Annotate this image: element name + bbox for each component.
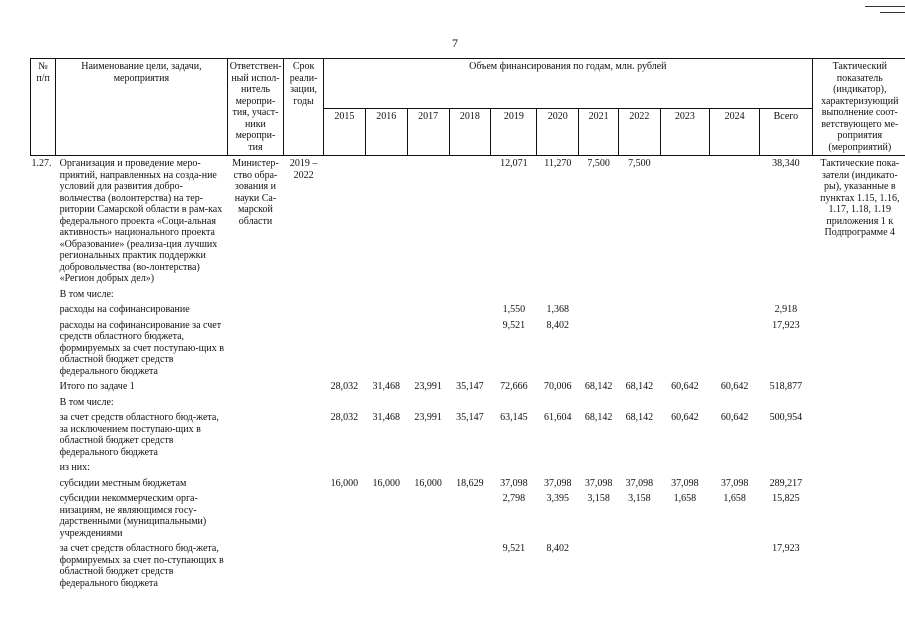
row-value: 11,270 [544, 158, 572, 169]
row-value [537, 395, 579, 411]
row-number [31, 318, 56, 380]
row-value [323, 287, 365, 303]
row-indicator [812, 491, 905, 541]
row-value [449, 318, 491, 380]
row-value: 31,468 [372, 381, 400, 392]
row-value [407, 302, 449, 318]
row-name: В том числе: [59, 288, 114, 300]
table-header-row [31, 59, 905, 109]
row-value [709, 395, 759, 411]
row-value [618, 318, 660, 380]
row-value: 16,000 [414, 477, 442, 489]
row-indicator: Тактические пока-затели (индикато-ры), указанные в пунктах 1.15, 1.16, 1.17, 1.18, 1.19 приложения 1 к Подпрограмме 4 [820, 158, 900, 238]
row-value: 289,217 [769, 477, 803, 489]
row-value [407, 318, 449, 380]
row-indicator [812, 318, 905, 380]
row-value: 500,954 [769, 412, 803, 423]
header-no: № п/п [31, 59, 56, 156]
row-value [491, 287, 537, 303]
row-value: 70,006 [544, 381, 572, 392]
row-term: 2019 – 2022 [289, 158, 318, 181]
row-value: 72,666 [500, 381, 528, 392]
row-value [323, 541, 365, 591]
row-value [449, 287, 491, 303]
row-value [618, 395, 660, 411]
row-term [284, 491, 324, 541]
row-value [618, 302, 660, 318]
row-indicator [812, 302, 905, 318]
row-value [618, 541, 660, 591]
row-number [31, 287, 56, 303]
row-responsible [227, 318, 284, 380]
row-responsible [227, 395, 284, 411]
header-year: 2020 [537, 108, 579, 155]
row-value [407, 287, 449, 303]
row-name: за счет средств областного бюд-жета, за исключением поступаю-щих в областной бюджет средств федерального бюджета [59, 412, 219, 458]
row-value [407, 395, 449, 411]
row-value [709, 287, 759, 303]
row-term [284, 541, 324, 591]
header-year: 2015 [323, 108, 365, 155]
row-value [760, 287, 812, 303]
row-value [449, 156, 491, 287]
header-year: 2021 [579, 108, 619, 155]
row-value: 16,000 [330, 477, 359, 489]
row-indicator [812, 287, 905, 303]
row-value [709, 460, 759, 476]
table-row [31, 318, 905, 380]
row-value [709, 541, 759, 591]
header-year: 2022 [618, 108, 660, 155]
row-value [491, 460, 537, 476]
row-value: 28,032 [330, 381, 359, 392]
header-year: 2019 [491, 108, 537, 155]
row-value [323, 491, 365, 541]
row-value [365, 156, 407, 287]
table-row [31, 476, 905, 492]
row-value: 23,991 [414, 412, 442, 423]
row-value: 68,142 [625, 381, 654, 392]
row-value: 23,991 [414, 381, 442, 392]
row-term [284, 287, 324, 303]
row-value [537, 460, 579, 476]
row-value: 7,500 [587, 158, 610, 169]
row-indicator [812, 379, 905, 395]
row-value [579, 395, 619, 411]
row-value [365, 395, 407, 411]
row-value: 60,642 [671, 381, 699, 392]
table-row [31, 156, 905, 287]
row-value [660, 318, 709, 380]
row-value [579, 541, 619, 591]
row-value [365, 541, 407, 591]
table-row [31, 460, 905, 476]
financing-table [30, 58, 905, 591]
row-value [491, 395, 537, 411]
row-value [365, 287, 407, 303]
row-number [31, 379, 56, 395]
table-body [31, 156, 905, 592]
row-number [31, 541, 56, 591]
row-value: 518,877 [769, 381, 803, 392]
row-value: 37,098 [544, 477, 572, 489]
row-responsible: Министер-ство обра-зования и науки Са-марской области [232, 158, 279, 227]
row-value: 1,368 [546, 304, 570, 315]
row-value [709, 156, 759, 287]
row-value: 63,145 [500, 412, 528, 423]
row-responsible [227, 287, 284, 303]
row-value [323, 395, 365, 411]
row-value [579, 302, 619, 318]
header-term: Срок реали-зации, годы [284, 59, 324, 156]
row-number [31, 491, 56, 541]
row-name: расходы на софинансирование за счет средств областного бюджета, формируемых за счет поступаю-щих в областной бюджет средств федерального бюджета [59, 319, 224, 377]
header-year: Всего [760, 108, 812, 155]
row-value: 15,825 [772, 493, 800, 504]
row-indicator [812, 460, 905, 476]
row-value [407, 460, 449, 476]
row-value [365, 302, 407, 318]
row-number [31, 460, 56, 476]
row-value: 8,402 [546, 319, 570, 331]
row-value [660, 460, 709, 476]
row-term [284, 410, 324, 460]
row-value [660, 395, 709, 411]
row-number [31, 410, 56, 460]
row-value: 61,604 [544, 412, 572, 423]
row-value [365, 491, 407, 541]
row-value: 68,142 [625, 412, 654, 423]
header-year: 2016 [365, 108, 407, 155]
row-term [284, 379, 324, 395]
row-responsible [227, 410, 284, 460]
row-responsible [227, 491, 284, 541]
page-number: 7 [452, 36, 458, 50]
row-responsible [227, 302, 284, 318]
row-term [284, 318, 324, 380]
row-value: 9,521 [502, 543, 526, 554]
row-term [284, 395, 324, 411]
row-name: субсидии местным бюджетам [59, 477, 187, 489]
row-value: 60,642 [720, 412, 749, 423]
row-number [31, 302, 56, 318]
row-value: 31,468 [372, 412, 400, 423]
row-name: за счет средств областного бюд-жета, формируемых за счет по-ступающих в областной бюджет средств федерального бюджета [59, 543, 224, 589]
row-value [323, 156, 365, 287]
row-value: 60,642 [720, 381, 749, 392]
row-value [760, 460, 812, 476]
row-value: 1,550 [502, 304, 526, 315]
row-value [760, 395, 812, 411]
row-value: 28,032 [330, 412, 359, 423]
row-value: 3,158 [587, 493, 610, 504]
scan-mark-top-right [865, 6, 905, 7]
row-responsible [227, 541, 284, 591]
row-value: 37,098 [625, 477, 654, 489]
row-value [579, 287, 619, 303]
table-row [31, 302, 905, 318]
row-name: из них: [59, 462, 90, 473]
row-value: 37,098 [720, 477, 749, 489]
row-value [323, 460, 365, 476]
header-responsible: Ответствен-ный испол-нитель меропри-тия, участ-ники меропри-тия [227, 59, 284, 156]
row-value: 68,142 [584, 412, 613, 423]
header-year: 2017 [407, 108, 449, 155]
row-value: 37,098 [584, 477, 613, 489]
table-row [31, 379, 905, 395]
row-name: Итого по задаче 1 [59, 381, 135, 392]
row-value [618, 287, 660, 303]
row-value: 37,098 [671, 477, 699, 489]
row-value: 9,521 [502, 319, 526, 331]
header-indicator: Тактический показатель (индикатор), характеризующий выполнение соот-ветствующего ме-роприятия (мероприятий) [812, 59, 905, 156]
row-value: 2,918 [774, 304, 798, 315]
row-value: 8,402 [546, 543, 570, 554]
row-value: 12,071 [500, 158, 528, 169]
row-number: 1.27. [31, 158, 52, 169]
table-row [31, 287, 905, 303]
row-term [284, 302, 324, 318]
row-value: 37,098 [500, 477, 528, 489]
row-value [323, 302, 365, 318]
row-value [407, 491, 449, 541]
row-term [284, 476, 324, 492]
table-row [31, 491, 905, 541]
header-finance: Объем финансирования по годам, млн. рублей [323, 59, 812, 109]
row-value [660, 302, 709, 318]
row-value: 38,340 [772, 158, 800, 169]
row-value: 3,158 [628, 493, 651, 504]
row-value [709, 318, 759, 380]
row-number [31, 395, 56, 411]
header-name: Наименование цели, задачи, мероприятия [56, 59, 228, 156]
row-responsible [227, 460, 284, 476]
row-indicator [812, 541, 905, 591]
row-value: 35,147 [456, 381, 484, 392]
table-row [31, 410, 905, 460]
header-year: 2023 [660, 108, 709, 155]
row-value: 7,500 [628, 158, 651, 169]
row-value [407, 156, 449, 287]
row-value: 1,658 [723, 493, 746, 504]
row-name: В том числе: [59, 396, 114, 408]
row-value: 60,642 [671, 412, 699, 423]
row-indicator [812, 395, 905, 411]
row-value [449, 395, 491, 411]
row-value: 18,629 [456, 477, 484, 489]
row-value: 17,923 [772, 319, 800, 331]
header-year: 2018 [449, 108, 491, 155]
row-value [449, 491, 491, 541]
row-value: 35,147 [456, 412, 484, 423]
row-value [449, 460, 491, 476]
table-row [31, 395, 905, 411]
row-value [660, 287, 709, 303]
table-row [31, 541, 905, 591]
row-name: субсидии некоммерческим орга-низациям, не являющимся госу-дарственными (муниципальными) учреждениями [59, 493, 207, 539]
row-responsible [227, 476, 284, 492]
row-value: 3,395 [546, 493, 570, 504]
row-value [660, 541, 709, 591]
row-value [579, 318, 619, 380]
row-value [365, 460, 407, 476]
row-number [31, 476, 56, 492]
row-value [660, 156, 709, 287]
row-name: расходы на софинансирование [59, 304, 190, 315]
row-value [449, 541, 491, 591]
scan-mark-top-right-short [880, 12, 905, 13]
row-value: 1,658 [673, 493, 697, 504]
row-value [365, 318, 407, 380]
row-name: Организация и проведение меро-приятий, направленных на созда-ние условий для развития добро-вольчества (волонтерства) на тер-ритории Самарской области в рам-ках федерального проекта «Соци-альная активность» национального проекта «Образование» (реализа-ция лучших региональных практик поддержки добровольчества (во-лонтерства) «Регион добрых дел») [59, 158, 223, 284]
row-value [709, 302, 759, 318]
row-value: 68,142 [584, 381, 613, 392]
row-term [284, 460, 324, 476]
row-value [537, 287, 579, 303]
row-value [449, 302, 491, 318]
row-value: 2,798 [502, 493, 526, 504]
row-value [407, 541, 449, 591]
row-value [618, 460, 660, 476]
row-value [323, 318, 365, 380]
row-value: 17,923 [772, 543, 800, 554]
row-value: 16,000 [372, 477, 400, 489]
row-responsible [227, 379, 284, 395]
row-indicator [812, 476, 905, 492]
row-value [579, 460, 619, 476]
header-year: 2024 [709, 108, 759, 155]
row-indicator [812, 410, 905, 460]
